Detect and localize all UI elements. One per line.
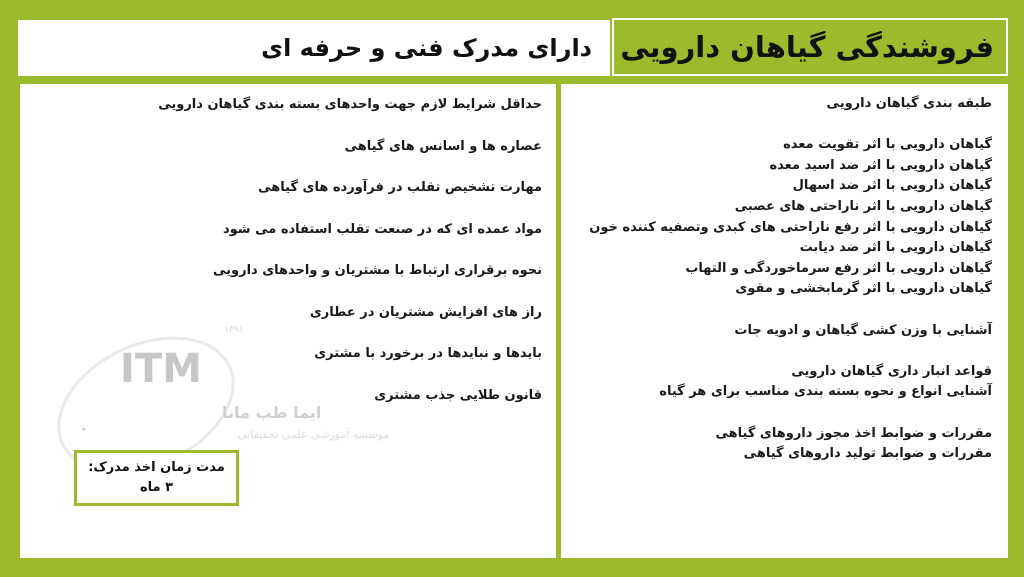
left-topic-list (42, 94, 542, 426)
list-item: آشنایی با وزن کشی گیاهان و ادویه جات (734, 322, 992, 338)
list-item: گیاهان دارویی با اثر رفع ناراحتی های کبدی وتصفیه کننده خون (589, 219, 992, 235)
list-spacer (572, 300, 992, 321)
list-item: مهارت تشخیص تقلب در فرآورده های گیاهی (258, 180, 542, 195)
list-item: مقررات و ضوابط تولید داروهای گیاهی (743, 446, 992, 462)
list-item: نحوه برقراری ارتباط با مشتریان و واحدهای دارویی (212, 263, 542, 278)
list-item: حداقل شرایط لازم جهت واحدهای بسته بندی گیاهان دارویی (158, 97, 542, 112)
list-item: گیاهان دارویی با اثر رفع سرماخوردگی و التهاب (685, 260, 992, 276)
duration-box (74, 450, 239, 506)
list-item: آشنایی انواع و نحوه بسته بندی مناسب برای هر گیاه (659, 384, 992, 400)
certificate-title-box (18, 20, 610, 76)
list-item: بایدها و نبایدها در برخورد با مشتری (314, 346, 542, 361)
list-item: راز های افزایش مشتریان در عطاری (309, 304, 542, 320)
right-topic-list (572, 94, 992, 465)
list-item: قواعد انبار داری گیاهان دارویی (791, 363, 992, 379)
list-spacer (572, 403, 992, 424)
list-item: گیاهان دارویی با اثر ضد اسهال (792, 178, 992, 194)
duration-label: مدت زمان اخذ مدرک: (88, 460, 225, 475)
list-item: گیاهان دارویی با اثر ضد اسید معده (769, 157, 992, 173)
list-item: گیاهان دارویی با اثر ضد دیابت (799, 240, 992, 256)
list-item: گیاهان دارویی با اثر تقویت معده (783, 137, 992, 153)
list-item: گیاهان دارویی با اثر گرمابخشی و مقوی (735, 281, 992, 297)
certificate-title: دارای مدرک فنی و حرفه ای (261, 34, 592, 62)
logo-name-text: ایما طب مانا (222, 403, 322, 422)
logo-itm-text: ITM (120, 346, 202, 392)
list-spacer (572, 115, 992, 136)
list-item: گیاهان دارویی با اثر ناراحتی های عصبی (734, 198, 992, 214)
right-panel (561, 84, 1008, 558)
logo-subtitle-text: موسسه آموزشی علمی تحقیقاتی (238, 428, 390, 441)
list-item: قانون طلایی جذب مشتری (374, 387, 542, 403)
list-spacer (572, 341, 992, 362)
divider-mark: - (82, 424, 86, 435)
main-title: فروشندگی گیاهان دارویی (620, 30, 994, 64)
list-item: مواد عمده ای که در صنعت تقلب استفاده می شود (222, 221, 542, 237)
list-item: مقررات و ضوابط اخذ مجوز داروهای گیاهی (715, 425, 992, 441)
duration-value: ۳ ماه (139, 480, 174, 495)
main-title-box (612, 18, 1008, 76)
logo-small-text: ۱۳۹۱ (224, 325, 244, 335)
list-item: عصاره ها و اسانس های گیاهی (344, 138, 542, 154)
list-item: طبقه بندی گیاهان دارویی (826, 96, 992, 111)
